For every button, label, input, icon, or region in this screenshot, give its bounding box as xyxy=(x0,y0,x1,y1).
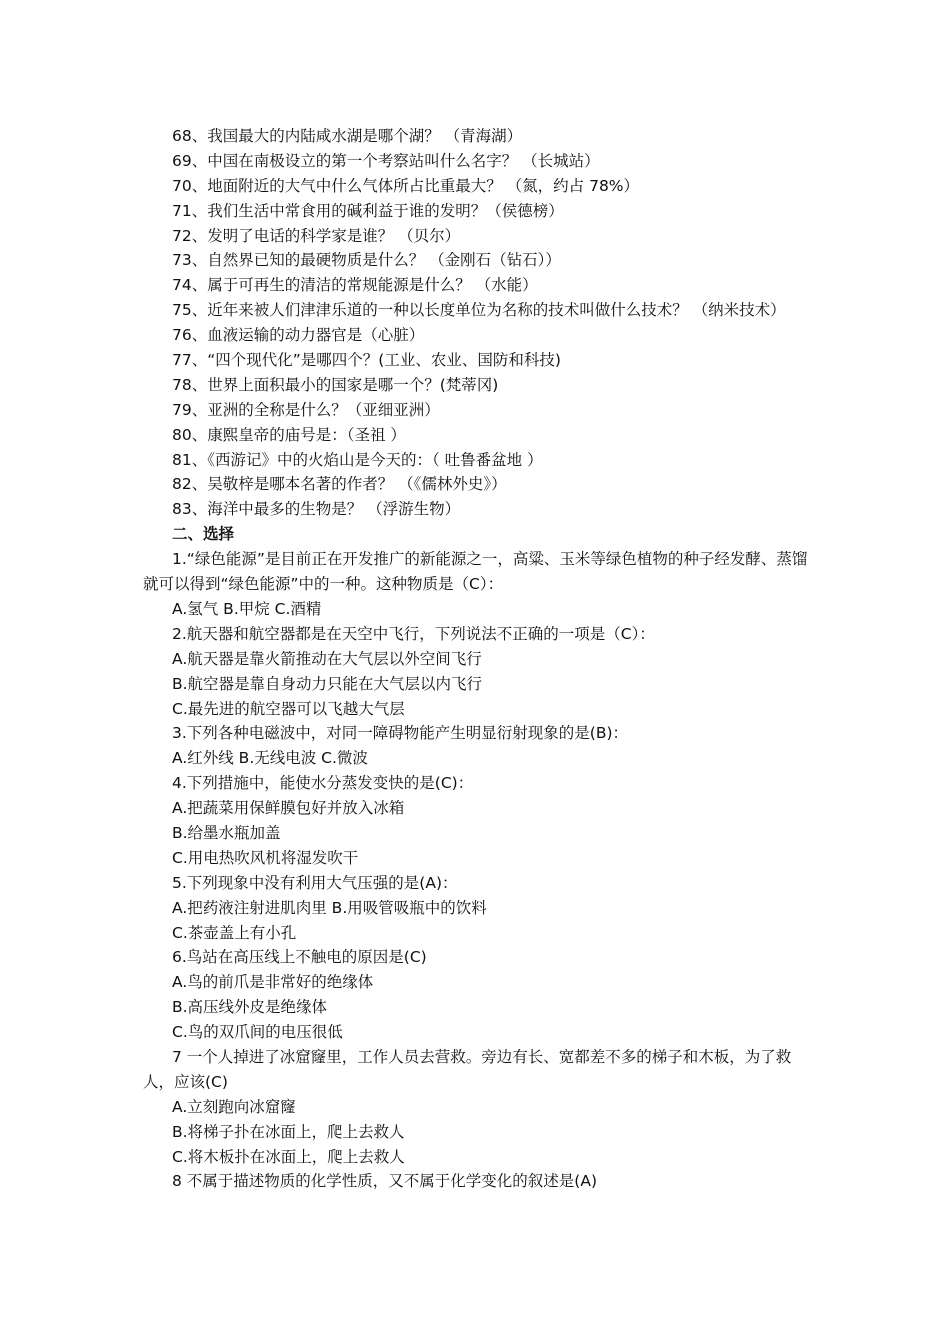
qa-item-75: 75、近年来被人们津津乐道的一种以长度单位为名称的技术叫做什么技术？ （纳米技术） xyxy=(172,301,786,320)
qa-item-74: 74、属于可再生的清洁的常规能源是什么？ （水能） xyxy=(172,276,538,295)
question-3: 3.下列各种电磁波中，对同一障碍物能产生明显衍射现象的是(B)： xyxy=(172,724,629,743)
question-4-option-b: B.给墨水瓶加盖 xyxy=(172,823,281,842)
question-6-option-c: C.鸟的双爪间的电压很低 xyxy=(172,1023,343,1042)
qa-item-82: 82、吴敬梓是哪本名著的作者？ （《儒林外史》） xyxy=(172,475,507,494)
section-heading: 二、选择 xyxy=(172,525,235,544)
qa-item-71: 71、我们生活中常食用的碱利益于谁的发明？（侯德榜） xyxy=(172,201,564,220)
question-7-option-a: A.立刻跑向冰窟窿 xyxy=(172,1097,296,1116)
question-2-option-b: B.航空器是靠自身动力只能在大气层以内飞行 xyxy=(172,674,483,693)
question-2-option-c: C.最先进的航空器可以飞越大气层 xyxy=(172,699,405,718)
question-6-option-b: B.高压线外皮是绝缘体 xyxy=(172,998,328,1017)
question-7-option-b: B.将梯子扑在冰面上，爬上去救人 xyxy=(172,1122,405,1141)
question-7-option-c: C.将木板扑在冰面上，爬上去救人 xyxy=(172,1147,405,1166)
qa-item-70: 70、地面附近的大气中什么气体所占比重最大？ （氮，约占 78%） xyxy=(172,176,640,195)
qa-item-77: 77、“四个现代化”是哪四个？(工业、农业、国防和科技) xyxy=(172,351,561,370)
question-5: 5.下列现象中没有利用大气压强的是(A)： xyxy=(172,873,458,892)
question-7: 7 一个人掉进了冰窟窿里，工作人员去营救。旁边有长、宽都差不多的梯子和木板，为了救人，应该(C) xyxy=(143,1048,792,1091)
qa-item-83: 83、海洋中最多的生物是？ （浮游生物） xyxy=(172,500,461,519)
question-1: 1.“绿色能源”是目前正在开发推广的新能源之一，高粱、玉米等绿色植物的种子经发酵、蒸馏就可以得到“绿色能源”中的一种。这种物质是（C）： xyxy=(143,550,808,594)
qa-item-76: 76、血液运输的动力器官是（心脏） xyxy=(172,326,425,345)
question-2-option-a: A.航天器是靠火箭推动在大气层以外空间飞行 xyxy=(172,649,482,668)
qa-item-69: 69、中国在南极设立的第一个考察站叫什么名字？ （长城站） xyxy=(172,151,600,170)
question-4-option-a: A.把蔬菜用保鲜膜包好并放入冰箱 xyxy=(172,799,405,818)
qa-item-79: 79、亚洲的全称是什么？（亚细亚洲） xyxy=(172,400,440,419)
qa-item-81: 81、《西游记》中的火焰山是今天的：（ 吐鲁番盆地 ） xyxy=(172,450,543,469)
question-6: 6.鸟站在高压线上不触电的原因是(C) xyxy=(172,948,427,967)
question-6-option-a: A.鸟的前爪是非常好的绝缘体 xyxy=(172,973,374,992)
qa-item-73: 73、自然界已知的最硬物质是什么？ （金刚石（钻石）） xyxy=(172,251,561,270)
question-3-options: A.红外线 B.无线电波 C.微波 xyxy=(172,749,368,768)
question-2: 2.航天器和航空器都是在天空中飞行，下列说法不正确的一项是（C）： xyxy=(172,624,655,643)
question-1-options: A.氢气 B.甲烷 C.酒精 xyxy=(172,599,322,618)
qa-item-78: 78、世界上面积最小的国家是哪一个？(梵蒂冈) xyxy=(172,375,499,394)
qa-item-72: 72、发明了电话的科学家是谁？ （贝尔） xyxy=(172,226,461,245)
question-8: 8 不属于描述物质的化学性质，又不属于化学变化的叙述是(A) xyxy=(172,1172,597,1191)
question-4: 4.下列措施中，能使水分蒸发变快的是(C)： xyxy=(172,774,474,793)
qa-item-80: 80、康熙皇帝的庙号是：（圣祖 ） xyxy=(172,425,406,444)
question-4-option-c: C.用电热吹风机将湿发吹干 xyxy=(172,848,359,867)
question-5-option-c: C.茶壶盖上有小孔 xyxy=(172,923,297,942)
question-5-options-ab: A.把药液注射进肌肉里 B.用吸管吸瓶中的饮料 xyxy=(172,898,487,917)
qa-item-68: 68、我国最大的内陆咸水湖是哪个湖？ （青海湖） xyxy=(172,127,523,145)
document-body xyxy=(143,124,808,1194)
